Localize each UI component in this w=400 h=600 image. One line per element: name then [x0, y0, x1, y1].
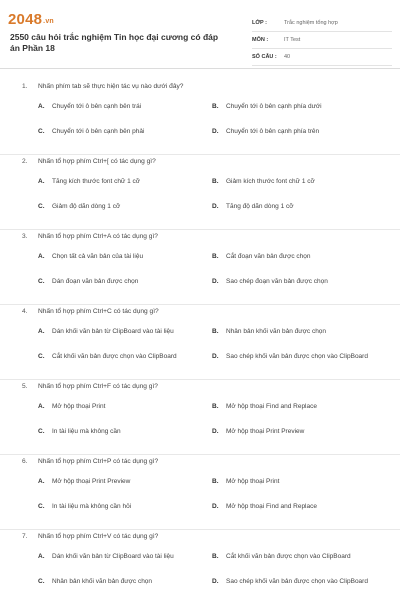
- option-text: Mở hộp thoại Find and Replace: [226, 402, 317, 410]
- answer-option[interactable]: [212, 175, 386, 189]
- answer-option[interactable]: [38, 550, 212, 564]
- answer-option[interactable]: [212, 497, 386, 517]
- option-letter: B.: [212, 102, 219, 110]
- meta-row-count: [252, 49, 392, 66]
- option-text: In tài liệu mà không cần: [52, 427, 121, 435]
- option-text: Mở hộp thoại Print Preview: [226, 427, 305, 435]
- question-block: [0, 155, 400, 230]
- exam-meta: [252, 15, 392, 66]
- option-text: Mở hộp thoại Print: [52, 402, 106, 410]
- question-text: [22, 458, 158, 465]
- meta-value: 40: [284, 54, 291, 60]
- option-letter: D.: [212, 277, 219, 285]
- question-number: 5.: [22, 383, 28, 390]
- option-text: Tăng kích thước font chữ 1 cỡ: [52, 177, 141, 185]
- answer-option[interactable]: [38, 122, 212, 142]
- option-text: Chuyển tới ô bên cạnh phía trên: [226, 127, 320, 135]
- option-text: Sao chép khối văn bản được chọn vào ClipBoard: [226, 577, 368, 585]
- question-number: 3.: [22, 233, 28, 240]
- question-text: [22, 533, 158, 540]
- option-letter: A.: [38, 477, 45, 485]
- question-block: [0, 455, 400, 530]
- option-letter: C.: [38, 277, 45, 285]
- option-letter: D.: [212, 577, 219, 585]
- question-block: [0, 305, 400, 380]
- question-text: [22, 308, 159, 315]
- site-logo[interactable]: [8, 11, 54, 28]
- option-text: Mở hộp thoại Find and Replace: [226, 502, 317, 510]
- option-text: Chuyển tới ô bên cạnh bên trái: [52, 102, 142, 110]
- question-text: [22, 158, 156, 165]
- option-letter: B.: [212, 177, 219, 185]
- question-prompt: Nhấn tổ hợp phím Ctrl+[ có tác dụng gì?: [38, 158, 156, 165]
- question-prompt: Nhấn phím tab sẽ thực hiện tác vụ nào dưới đây?: [38, 83, 184, 90]
- logo-domain: .vn: [43, 18, 54, 25]
- option-letter: B.: [212, 327, 219, 335]
- question-block: [0, 80, 400, 155]
- question-number: 1.: [22, 83, 28, 90]
- option-letter: A.: [38, 327, 45, 335]
- option-text: Giảm kích thước font chữ 1 cỡ: [226, 177, 315, 185]
- question-number: 6.: [22, 458, 28, 465]
- option-text: Chuyển tới ô bên cạnh bên phải: [52, 127, 145, 135]
- answer-option[interactable]: [38, 347, 212, 367]
- option-letter: C.: [38, 352, 45, 360]
- option-text: Giảm độ dãn dòng 1 cỡ: [52, 202, 121, 210]
- option-text: Dán khối văn bản từ ClipBoard vào tài liệu: [52, 552, 174, 560]
- question-prompt: Nhấn tổ hợp phím Ctrl+P có tác dụng gì?: [38, 458, 159, 465]
- question-prompt: Nhấn tổ hợp phím Ctrl+C có tác dụng gì?: [38, 308, 159, 315]
- option-letter: A.: [38, 102, 45, 110]
- answer-option[interactable]: [212, 100, 386, 114]
- option-text: Chọn tất cả văn bản của tài liệu: [52, 252, 144, 260]
- option-letter: D.: [212, 352, 219, 360]
- option-letter: B.: [212, 552, 219, 560]
- answer-option[interactable]: [38, 475, 212, 489]
- question-text: [22, 383, 158, 390]
- answer-option[interactable]: [212, 422, 386, 442]
- meta-key: LỚP :: [252, 20, 267, 26]
- option-letter: D.: [212, 427, 219, 435]
- answer-option[interactable]: [38, 400, 212, 414]
- answer-option[interactable]: [38, 497, 212, 517]
- answer-option[interactable]: [38, 197, 212, 217]
- question-number: 7.: [22, 533, 28, 540]
- option-text: Dán khối văn bản từ ClipBoard vào tài liệu: [52, 327, 174, 335]
- option-text: Sao chép khối văn bản được chọn vào ClipBoard: [226, 352, 368, 360]
- option-letter: D.: [212, 502, 219, 510]
- meta-key: SỐ CÂU :: [252, 54, 277, 60]
- option-text: Nhân bản khối văn bản được chọn: [226, 327, 327, 335]
- option-letter: B.: [212, 252, 219, 260]
- option-letter: A.: [38, 402, 45, 410]
- answer-option[interactable]: [38, 175, 212, 189]
- option-text: Nhân bản khối văn bản được chọn: [52, 577, 153, 585]
- option-text: Mở hộp thoại Print: [226, 477, 280, 485]
- answer-option[interactable]: [38, 100, 212, 114]
- logo-text: 2048: [8, 11, 43, 28]
- meta-key: MÔN :: [252, 37, 269, 43]
- answer-option[interactable]: [212, 550, 386, 564]
- answer-option[interactable]: [38, 272, 212, 292]
- option-text: Chuyển tới ô bên cạnh phía dưới: [226, 102, 322, 110]
- meta-value: Trắc nghiệm tổng hợp: [284, 20, 338, 26]
- answer-option[interactable]: [212, 475, 386, 489]
- answer-option[interactable]: [212, 347, 386, 367]
- answer-option[interactable]: [212, 272, 386, 292]
- option-letter: D.: [212, 127, 219, 135]
- question-text: [22, 233, 158, 240]
- option-text: Cắt khối văn bản được chọn vào ClipBoard: [52, 352, 177, 360]
- option-letter: A.: [38, 252, 45, 260]
- answer-option[interactable]: [212, 197, 386, 217]
- answer-option[interactable]: [212, 250, 386, 264]
- question-prompt: Nhấn tổ hợp phím Ctrl+V có tác dụng gì?: [38, 533, 159, 540]
- question-block: [0, 380, 400, 455]
- option-text: Cắt khối văn bản được chọn vào ClipBoard: [226, 552, 351, 560]
- option-text: In tài liệu mà không cần hỏi: [52, 502, 132, 510]
- option-letter: B.: [212, 477, 219, 485]
- question-number: 4.: [22, 308, 28, 315]
- question-prompt: Nhấn tổ hợp phím Ctrl+F có tác dụng gì?: [38, 383, 158, 390]
- answer-option[interactable]: [212, 572, 386, 592]
- question-number: 2.: [22, 158, 28, 165]
- answer-option[interactable]: [38, 572, 212, 592]
- answer-option[interactable]: [38, 422, 212, 442]
- question-block: [0, 530, 400, 600]
- option-letter: D.: [212, 202, 219, 210]
- option-text: Cắt đoạn văn bản được chọn: [226, 252, 311, 260]
- option-letter: C.: [38, 502, 45, 510]
- answer-option[interactable]: [212, 122, 386, 142]
- option-text: Mở hộp thoại Print Preview: [52, 477, 131, 485]
- option-letter: C.: [38, 202, 45, 210]
- option-letter: C.: [38, 427, 45, 435]
- question-block: [0, 230, 400, 305]
- meta-value: IT Test: [284, 37, 301, 43]
- option-letter: B.: [212, 402, 219, 410]
- answer-option[interactable]: [212, 400, 386, 414]
- option-letter: A.: [38, 177, 45, 185]
- answer-option[interactable]: [38, 250, 212, 264]
- question-text: [22, 83, 183, 90]
- question-prompt: Nhấn tổ hợp phím Ctrl+A có tác dụng gì?: [38, 233, 158, 240]
- meta-row-class: [252, 15, 392, 32]
- answer-option[interactable]: [212, 325, 386, 339]
- question-list: [0, 80, 400, 600]
- page-header: [0, 0, 400, 69]
- option-text: Tăng độ dãn dòng 1 cỡ: [226, 202, 294, 210]
- meta-row-subject: [252, 32, 392, 49]
- option-text: Dán đoạn văn bản được chọn: [52, 277, 139, 285]
- option-letter: C.: [38, 577, 45, 585]
- option-letter: C.: [38, 127, 45, 135]
- answer-option[interactable]: [38, 325, 212, 339]
- page-title: 2550 câu hỏi trắc nghiệm Tin học đại cương có đáp án Phần 18: [10, 32, 219, 53]
- option-letter: A.: [38, 552, 45, 560]
- option-text: Sao chép đoạn văn bản được chọn: [226, 277, 328, 285]
